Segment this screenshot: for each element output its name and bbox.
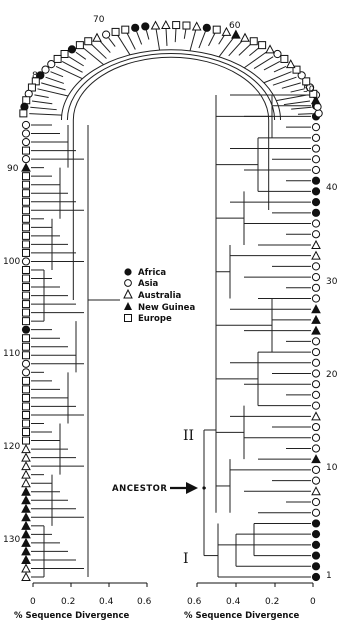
africa-marker [312, 199, 319, 206]
europe-marker [23, 335, 30, 342]
africa-marker [68, 46, 75, 53]
australia-marker [152, 22, 160, 30]
new-guinea-marker [22, 513, 30, 521]
new-guinea-marker [232, 31, 240, 39]
europe-marker [112, 28, 119, 35]
australia-marker [93, 34, 101, 42]
inner-arc-branch [61, 50, 280, 120]
africa-marker [21, 103, 28, 110]
right-axis-tick-label: 0 [310, 597, 316, 607]
tip-label-30: 30 [326, 277, 338, 287]
legend-open-triangle-icon [124, 290, 132, 298]
europe-marker [23, 437, 30, 444]
europe-marker [23, 292, 30, 299]
australia-marker [22, 462, 30, 470]
inner-arc-branch [67, 54, 274, 121]
europe-marker [23, 284, 30, 291]
europe-marker [20, 110, 27, 117]
left-axis-title: % Sequence Divergence [14, 611, 130, 621]
australia-marker [22, 564, 30, 572]
new-guinea-marker [22, 496, 30, 504]
tip-label-70: 70 [93, 15, 105, 25]
europe-marker [23, 190, 30, 197]
australia-marker [312, 241, 320, 249]
africa-marker [312, 552, 319, 559]
legend [124, 268, 195, 324]
australia-marker [22, 454, 30, 462]
tree-branch [84, 48, 104, 64]
asia-marker [312, 124, 319, 131]
europe-marker [23, 309, 30, 316]
ancestor-arrow-icon [170, 482, 198, 494]
legend-label-asia: Asia [138, 279, 159, 289]
asia-marker [312, 156, 319, 163]
tip-label-60: 60 [229, 21, 241, 31]
asia-marker [22, 121, 29, 128]
europe-marker [23, 343, 30, 350]
europe-marker [23, 232, 30, 239]
asia-marker [312, 477, 319, 484]
left-axis-tick-label: 0.2 [61, 597, 76, 607]
left-axis-tick-label: 0.6 [137, 597, 152, 607]
asia-marker [312, 231, 319, 238]
asia-marker [312, 348, 319, 355]
africa-marker [132, 24, 139, 31]
tree-branch [274, 66, 286, 72]
africa-marker [142, 23, 149, 30]
asia-marker [312, 220, 319, 227]
tree-branch [146, 30, 149, 39]
asia-marker [312, 391, 319, 398]
tree-branch [175, 29, 176, 42]
asia-marker [312, 338, 319, 345]
left-axis-tick-label: 0 [30, 597, 36, 607]
europe-marker [23, 403, 30, 410]
tree-branch [239, 44, 251, 55]
europe-marker [23, 301, 30, 308]
tree-branch [41, 83, 65, 90]
asia-marker [315, 110, 322, 117]
tree-branch [184, 29, 186, 38]
new-guinea-marker [22, 164, 30, 172]
europe-marker [61, 51, 68, 58]
europe-marker [23, 377, 30, 384]
tree-branch [29, 114, 61, 115]
australia-marker [162, 21, 170, 29]
asia-marker [312, 498, 319, 505]
new-guinea-marker [312, 316, 320, 324]
new-guinea-marker [22, 556, 30, 564]
right-axis-tick-label: 0.4 [226, 597, 241, 607]
europe-marker [23, 429, 30, 436]
tree-branch [166, 29, 167, 46]
new-guinea-marker [22, 539, 30, 547]
europe-marker [183, 22, 190, 29]
europe-marker [213, 26, 220, 33]
africa-marker [203, 24, 210, 31]
right-axis [184, 583, 316, 621]
legend-open-square-icon [125, 315, 132, 322]
africa-marker [312, 563, 319, 570]
asia-marker [312, 359, 319, 366]
australia-marker [266, 45, 274, 53]
asia-marker [312, 134, 319, 141]
asia-marker [312, 273, 319, 280]
asia-marker [312, 466, 319, 473]
tree-branch [291, 107, 312, 109]
asia-marker [312, 145, 319, 152]
tree-branch [244, 52, 266, 68]
left-axis [14, 583, 152, 621]
tip-label-80: 80 [32, 71, 44, 81]
europe-marker [23, 266, 30, 273]
europe-marker [23, 241, 30, 248]
tip-label-130: 130 [3, 535, 21, 545]
legend-filled-circle-icon [124, 268, 131, 275]
europe-marker [173, 22, 180, 29]
tree-branch [249, 48, 258, 55]
asia-marker [312, 402, 319, 409]
asia-marker [312, 295, 319, 302]
europe-marker [23, 207, 30, 214]
ancestor-label: ANCESTOR [112, 484, 168, 494]
europe-marker [23, 224, 30, 231]
europe-marker [23, 97, 30, 104]
asia-marker [312, 166, 319, 173]
left-axis-tick-label: 0.4 [99, 597, 114, 607]
tip-label-40: 40 [326, 183, 338, 193]
australia-marker [312, 252, 320, 259]
africa-marker [312, 188, 319, 195]
tree-branch [284, 101, 310, 105]
inner-arc-branch [73, 57, 268, 120]
australia-marker [241, 34, 249, 42]
asia-marker [22, 130, 29, 137]
asia-marker [314, 103, 321, 110]
legend-filled-triangle-icon [124, 302, 132, 310]
tree-branch [118, 35, 130, 54]
africa-marker [312, 209, 319, 216]
europe-marker [23, 215, 30, 222]
asia-marker [312, 434, 319, 441]
tip-label-110: 110 [3, 349, 21, 359]
new-guinea-marker [22, 522, 30, 530]
tree-branch [209, 33, 215, 46]
europe-marker [122, 26, 129, 33]
tip-label-100: 100 [3, 257, 21, 267]
tree-branch [51, 72, 64, 77]
europe-marker [23, 147, 30, 154]
legend-label-australia: Australia [138, 291, 182, 301]
right-axis-tick-label: 0.2 [265, 597, 280, 607]
tree-branch [109, 38, 115, 47]
tree-branch [32, 101, 52, 104]
australia-marker [312, 412, 320, 420]
africa-marker [312, 541, 319, 548]
tree-branch [56, 66, 82, 78]
africa-marker [312, 573, 319, 580]
legend-label-europe: Europe [138, 314, 172, 324]
cluster-label-i: I [183, 551, 189, 567]
tree-branch [298, 114, 313, 115]
tree-branch [69, 57, 84, 66]
legend-label-africa: Africa [138, 268, 167, 278]
asia-marker [48, 61, 55, 68]
right-axis-title: % Sequence Divergence [184, 611, 300, 621]
europe-marker [259, 42, 266, 49]
tip-label-1: 1 [326, 571, 332, 581]
europe-marker [85, 38, 92, 45]
ancestor-node [202, 486, 205, 489]
new-guinea-marker [22, 547, 30, 555]
new-guinea-marker [312, 327, 320, 335]
europe-marker [281, 55, 288, 62]
europe-marker [23, 386, 30, 393]
africa-marker [312, 531, 319, 538]
tip-label-120: 120 [3, 442, 21, 452]
tree-branch [276, 95, 307, 101]
right-axis-tick-label: 0.6 [187, 597, 202, 607]
tree-branch [264, 61, 280, 70]
asia-marker [22, 360, 29, 367]
europe-marker [23, 420, 30, 427]
tree-branch [127, 33, 135, 49]
tree-branch [199, 32, 205, 49]
tree-branch [282, 83, 301, 88]
new-guinea-marker [22, 488, 30, 496]
europe-marker [23, 411, 30, 418]
australia-marker [22, 445, 30, 453]
tip-label-90: 90 [7, 164, 19, 174]
europe-marker [23, 249, 30, 256]
tip-label-50: 50 [303, 85, 315, 95]
legend-open-circle-icon [125, 280, 132, 287]
europe-marker [23, 394, 30, 401]
tree-branch [229, 41, 242, 56]
new-guinea-marker [312, 455, 320, 463]
asia-marker [312, 423, 319, 430]
tree-branch [37, 89, 68, 96]
asia-marker [312, 509, 319, 516]
europe-marker [23, 275, 30, 282]
asia-marker [312, 284, 319, 291]
cluster-label-ii: II [183, 428, 195, 444]
new-guinea-marker [22, 505, 30, 512]
asia-marker [274, 50, 281, 57]
tree-branch [46, 77, 64, 83]
asia-marker [22, 138, 29, 145]
tip-label-10: 10 [326, 463, 338, 473]
australia-marker [22, 573, 30, 581]
tree-branch [219, 35, 225, 44]
africa-marker [312, 520, 319, 527]
tree-branch [156, 29, 159, 50]
asia-marker [22, 369, 29, 376]
legend-label-new-guinea: New Guinea [138, 303, 196, 313]
europe-marker [23, 181, 30, 188]
africa-marker [22, 326, 29, 333]
tree-branch [76, 52, 86, 59]
australia-marker [22, 471, 30, 479]
asia-marker [103, 31, 110, 38]
europe-marker [23, 198, 30, 205]
europe-marker [250, 38, 257, 45]
asia-marker [312, 381, 319, 388]
europe-marker [54, 55, 61, 62]
tree-branch [190, 30, 196, 51]
europe-marker [23, 318, 30, 325]
asia-marker [312, 263, 319, 270]
tree-branch [100, 41, 110, 53]
europe-marker [76, 42, 83, 49]
australia-marker [193, 22, 201, 30]
asia-marker [312, 445, 319, 452]
australia-marker [22, 479, 30, 487]
africa-marker [312, 177, 319, 184]
australia-marker [312, 487, 320, 495]
asia-marker [22, 258, 29, 265]
tree-branch [273, 77, 297, 85]
tree-branch [137, 32, 142, 45]
asia-marker [22, 156, 29, 163]
new-guinea-marker [312, 305, 320, 313]
new-guinea-marker [22, 530, 30, 538]
europe-marker [23, 173, 30, 180]
europe-marker [23, 352, 30, 359]
tree-branch [34, 95, 48, 98]
tip-label-20: 20 [326, 370, 338, 380]
tree-branch [30, 107, 56, 109]
tree-branch [264, 72, 292, 83]
asia-marker [312, 370, 319, 377]
